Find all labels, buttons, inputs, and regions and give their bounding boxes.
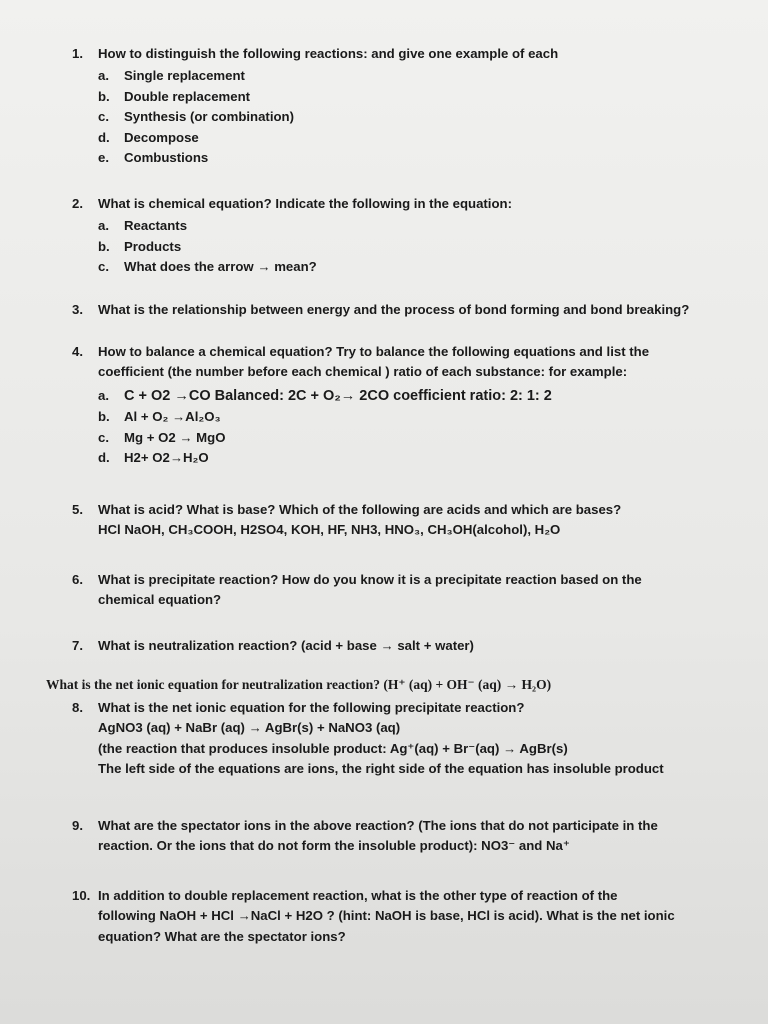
question-text: What is chemical equation? Indicate the following in the equation: [98, 196, 512, 211]
question-text-continued: chemical equation? [98, 592, 222, 608]
sub-item: a. C + O2 →CO Balanced: 2C + O₂→ 2CO coefficient ratio: 2: 1: 2 [98, 387, 552, 404]
question-text: What is the relationship between energy and the process of bond forming and bond breaking? [98, 302, 690, 317]
sub-item: c. Mg + O2 → MgO [98, 429, 226, 445]
equation-line: (the reaction that produces insoluble product: Ag⁺(aq) + Br⁻(aq) → AgBr(s) [98, 740, 568, 756]
question-number: 5. [72, 502, 83, 517]
question-number: 3. [72, 302, 83, 317]
question-text: How to distinguish the following reactions: and give one example of each [98, 46, 559, 61]
sub-item: a. Single replacement [98, 68, 245, 84]
question-text: What are the spectator ions in the above reaction? (The ions that do not participate in the [98, 818, 658, 833]
sub-item: b. Products [98, 238, 182, 254]
question-number: 6. [72, 572, 83, 587]
sub-item: e. Combustions [98, 150, 209, 166]
question-1 [72, 44, 722, 169]
sub-item: d. H2+ O2→H₂O [98, 450, 209, 466]
question-6 [72, 570, 722, 611]
question-text: In addition to double replacement reaction, what is the other type of reaction of the [98, 888, 618, 903]
sub-list [98, 385, 722, 469]
question-text-continued: reaction. Or the ions that do not form the insoluble product): NO3⁻ and Na⁺ [98, 838, 570, 854]
net-ionic-note: What is the net ionic equation for neutralization reaction? (H⁺ (aq) + OH⁻ (aq) → H₂O) [46, 677, 552, 692]
sub-item: c. What does the arrow → mean? [98, 259, 317, 275]
question-number: 10. [72, 888, 91, 903]
question-3 [72, 300, 722, 320]
sub-list [98, 66, 722, 168]
sub-item: a. Reactants [98, 218, 188, 234]
question-text: How to balance a chemical equation? Try to balance the following equations and list the [98, 344, 650, 359]
question-number: 2. [72, 196, 83, 211]
question-number: 8. [72, 700, 83, 715]
question-4 [72, 342, 722, 469]
question-text-continued: following NaOH + HCl →NaCl + H2O ? (hint: NaOH is base, HCl is acid). What is the net ionic [98, 908, 675, 924]
question-5 [72, 500, 722, 541]
question-number: 4. [72, 344, 83, 359]
sub-list [98, 216, 722, 277]
question-2 [72, 194, 722, 278]
sub-item: b. Al + O₂ →Al₂O₃ [98, 409, 221, 425]
question-9 [72, 816, 722, 857]
question-7 [72, 636, 722, 656]
equation-line: AgNO3 (aq) + NaBr (aq) → AgBr(s) + NaNO3 (aq) [98, 720, 401, 736]
question-text: What is acid? What is base? Which of the following are acids and which are bases? [98, 502, 622, 517]
question-text-continued: coefficient (the number before each chemical ) ratio of each substance: for example: [98, 364, 628, 380]
question-text: What is the net ionic equation for the following precipitate reaction? [98, 700, 525, 715]
question-text-continued: equation? What are the spectator ions? [98, 928, 346, 944]
question-number: 1. [72, 46, 83, 61]
question-number: 9. [72, 818, 83, 833]
question-10 [72, 886, 722, 947]
sub-item: d. Decompose [98, 129, 199, 145]
sub-item: b. Double replacement [98, 88, 251, 104]
question-text: What is precipitate reaction? How do you know it is a precipitate reaction based on the [98, 572, 642, 587]
question-number: 7. [72, 638, 83, 653]
question-text-continued: HCl NaOH, CH₃COOH, H2SO4, KOH, HF, NH3, HNO₃, CH₃OH(alcohol), H₂O [98, 522, 561, 538]
question-8 [72, 698, 722, 780]
question-text: What is neutralization reaction? (acid + base → salt + water) [98, 638, 474, 653]
equation-line: The left side of the equations are ions, the right side of the equation has insoluble product [98, 761, 664, 777]
sub-item: c. Synthesis (or combination) [98, 109, 294, 125]
